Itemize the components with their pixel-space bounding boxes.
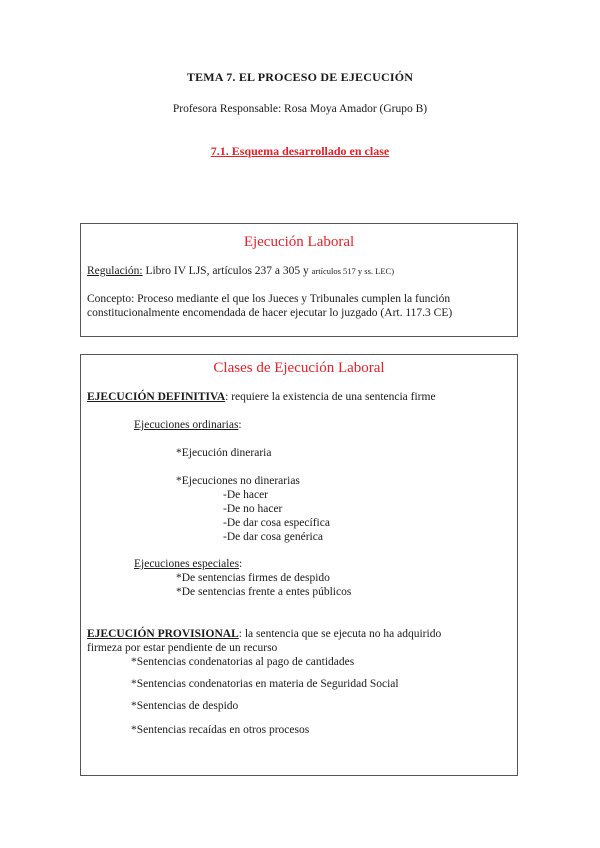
regulacion-small: artículos 517 y ss. LEC): [311, 266, 395, 276]
box1-title: Ejecución Laboral: [243, 234, 355, 250]
ordinarias-heading: [134, 418, 242, 432]
especiales-heading: [134, 557, 242, 571]
dineraria-item: *Ejecución dineraria: [176, 447, 272, 459]
ordinarias-colon: :: [238, 419, 242, 431]
provisional-text: : la sentencia que se ejecuta no ha adquirido: [238, 628, 442, 640]
especiales-item: *De sentencias firmes de despido: [176, 572, 330, 584]
concepto-line-1: Concepto: Proceso mediante el que los Jueces y Tribunales cumplen la función: [87, 293, 451, 305]
provisional-item: *Sentencias condenatorias en materia de Seguridad Social: [131, 678, 399, 690]
definitiva-text: : requiere la existencia de una sentencia firme: [225, 391, 436, 403]
provisional-label: EJECUCIÓN PROVISIONAL: [87, 628, 239, 640]
especiales-label: Ejecuciones especiales: [134, 558, 240, 570]
especiales-colon: :: [239, 558, 243, 570]
no-dineraria-subitem: -De dar cosa específica: [223, 517, 330, 529]
box2-title: Clases de Ejecución Laboral: [213, 360, 385, 376]
clases-ejecucion-box: [80, 354, 518, 776]
no-dineraria-subitem: -De no hacer: [223, 503, 283, 515]
no-dinerarias-item: *Ejecuciones no dinerarias: [176, 475, 300, 487]
especiales-item: *De sentencias frente a entes públicos: [176, 586, 352, 598]
regulacion-line: [87, 264, 394, 278]
definitiva-line: [87, 390, 436, 404]
provisional-item: *Sentencias de despido: [131, 700, 239, 712]
definitiva-label: EJECUCIÓN DEFINITIVA: [87, 391, 226, 403]
ejecucion-laboral-box: [80, 223, 518, 337]
provisional-item: *Sentencias condenatorias al pago de cantidades: [131, 656, 355, 668]
document-subtitle: Profesora Responsable: Rosa Moya Amador (Grupo B): [172, 103, 428, 115]
no-dineraria-subitem: -De dar cosa genérica: [223, 531, 323, 543]
no-dineraria-subitem: -De hacer: [223, 489, 269, 501]
concepto-line-2: constitucionalmente encomendada de hacer ejecutar lo juzgado (Art. 117.3 CE): [87, 307, 453, 319]
provisional-item: *Sentencias recaídas en otros procesos: [131, 724, 310, 736]
section-heading: 7.1. Esquema desarrollado en clase: [210, 144, 390, 158]
regulacion-label: Regulación:: [87, 265, 143, 277]
document-title: TEMA 7. EL PROCESO DE EJECUCIÓN: [186, 70, 414, 84]
provisional-line-2: firmeza por estar pendiente de un recurso: [87, 642, 278, 654]
regulacion-text: Libro IV LJS, artículos 237 a 305 y: [142, 265, 312, 277]
ordinarias-label: Ejecuciones ordinarias: [134, 419, 239, 431]
provisional-line: [87, 627, 441, 641]
